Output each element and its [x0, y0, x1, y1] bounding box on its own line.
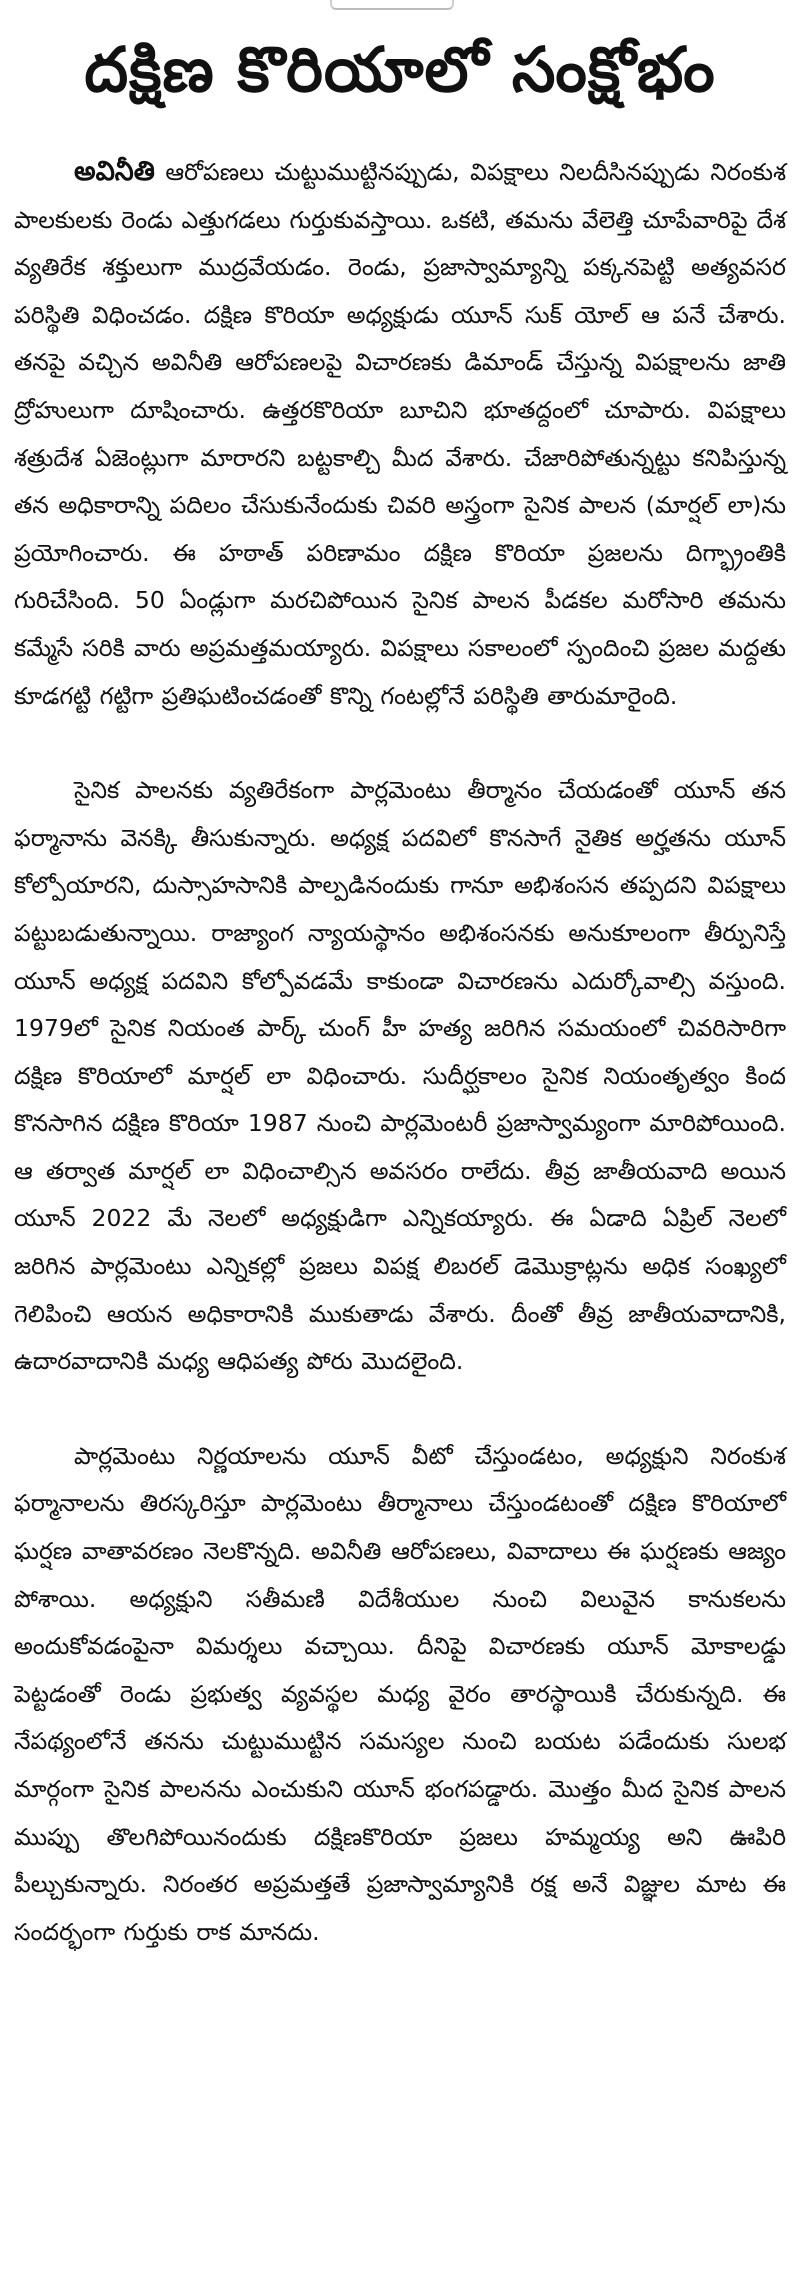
header-decoration [330, 0, 454, 10]
paragraph-1-text: ఆరోపణలు చుట్టుముట్టినప్పుడు, విపక్షాలు నిలదీసినప్పుడు నిరంకుశ పాలకులకు రెండు ఎత్తుగడలు గుర్తుకువస్తాయి. ఒకటి, తమను వేలెత్తి చూపేవారిపై దేశ వ్యతిరేక శక్తులుగా ముద్రవేయడం. రెండు, ప్రజాస్వామ్యాన్ని పక్కనపెట్టి అత్యవసర పరిస్థితి విధించడం. దక్షిణ కొరియా అధ్యక్షుడు యూన్ సుక్ యోల్ ఆ పనే చేశారు. తనపై వచ్చిన అవినీతి ఆరోపణలపై విచారణకు డిమాండ్ చేస్తున్న విపక్షాలను జాతి ద్రోహులుగా దూషించారు. ఉత్తరకొరియా బూచిని భూతద్దంలో చూపారు. విపక్షాలు శత్రుదేశ ఏజెంట్లుగా మారారని బట్టకాల్చి మీద వేశారు. చేజారిపోతున్నట్టు కనిపిస్తున్న తన అధికారాన్ని పదిలం చేసుకునేందుకు చివరి అస్త్రంగా సైనిక పాలన (మార్షల్ లా)ను ప్రయోగించారు. ఈ హఠాత్ పరిణామం దక్షిణ కొరియా ప్రజలను దిగ్భ్రాంతికి గురిచేసింది. 50 ఏండ్లుగా మరచిపోయిన సైనిక పాలన పీడకల మరోసారి తమను కమ్మేసే సరికి వారు అప్రమత్తమయ్యారు. విపక్షాలు సకాలంలో స్పందించి ప్రజల మద్దతు కూడగట్టి గట్టిగా ప్రతిఘటించడంతో కొన్ని గంటల్లోనే పరిస్థితి తారుమారైంది. [14, 158, 786, 710]
article-headline: దక్షిణ కొరియాలో సంక్షోభం [84, 33, 716, 106]
paragraph-2: సైనిక పాలనకు వ్యతిరేకంగా పార్లమెంటు తీర్మానం చేయడంతో యూన్ తన ఫర్మానాను వెనక్కి తీసుకున్నారు. అధ్యక్ష పదవిలో కొనసాగే నైతిక అర్హతను యూన్ కోల్పోయారని, దుస్సాహసానికి పాల్పడినందుకు గానూ అభిశంసన తప్పదని విపక్షాలు పట్టుబడుతున్నాయి. రాజ్యాంగ న్యాయస్థానం అభిశంసనకు అనుకూలంగా తీర్పునిస్తే యూన్ అధ్యక్ష పదవిని కోల్పోవడమే కాకుండా విచారణను ఎదుర్కోవాల్సి వస్తుంది. 1979లో సైనిక నియంత పార్క్ చుంగ్ హీ హత్య జరిగిన సమయంలో చివరిసారిగా దక్షిణ కొరియాలో మార్షల్ లా విధించారు. సుదీర్ఘకాలం సైనిక నియంతృత్వం కింద కొనసాగిన దక్షిణ కొరియా 1987 నుంచి పార్లమెంటరీ ప్రజాస్వామ్యంగా మారిపోయింది. ఆ తర్వాత మార్షల్ లా విధించాల్సిన అవసరం రాలేదు. తీవ్ర జాతీయవాది అయిన యూన్ 2022 మే నెలలో అధ్యక్షుడిగా ఎన్నికయ్యారు. ఈ ఏడాది ఏప్రిల్ నెలలో జరిగిన పార్లమెంటు ఎన్నికల్లో ప్రజలు విపక్ష లిబరల్ డెమొక్రాట్లను అధిక సంఖ్యలో గెలిపించి ఆయన అధికారానికి ముకుతాడు వేశారు. దీంతో తీవ్ర జాతీయవాదానికి, ఉదారవాదానికి మధ్య ఆధిపత్య పోరు మొదలైంది. [14, 776, 786, 1376]
paragraph-3: పార్లమెంటు నిర్ణయాలను యూన్ వీటో చేస్తుండటం, అధ్యక్షుని నిరంకుశ ఫర్మానాలను తిరస్కరిస్తూ పార్లమెంటు తీర్మానాలు చేస్తుండటంతో దక్షిణ కొరియాలో ఘర్షణ వాతావరణం నెలకొన్నది. అవినీతి ఆరోపణలు, వివాదాలు ఈ ఘర్షణకు ఆజ్యం పోశాయి. అధ్యక్షుని సతీమణి విదేశీయుల నుంచి విలువైన కానుకలను అందుకోవడంపైనా విమర్శలు వచ్చాయి. దీనిపై విచారణకు యూన్ మోకాలడ్డు పెట్టడంతో రెండు ప్రభుత్వ వ్యవస్థల మధ్య వైరం తారస్థాయికి చేరుకున్నది. ఈ నేపథ్యంలోనే తనను చుట్టుముట్టిన సమస్యల నుంచి బయట పడేందుకు సులభ మార్గంగా సైనిక పాలనను ఎంచుకుని యూన్ భంగపడ్డారు. మొత్తం మీద సైనిక పాలన ముప్పు తొలగిపోయినందుకు దక్షిణకొరియా ప్రజలు హమ్మయ్య అని ఊపిరి పీల్చుకున్నారు. నిరంతర అప్రమత్తతే ప్రజాస్వామ్యానికి రక్ష అనే విజ్ఞుల మాట ఈ సందర్భంగా గుర్తుకు రాక మానదు. [14, 1441, 786, 1946]
article-body [14, 148, 786, 1956]
lead-word: అవినీతి [74, 156, 155, 187]
paragraph-1 [14, 148, 786, 720]
